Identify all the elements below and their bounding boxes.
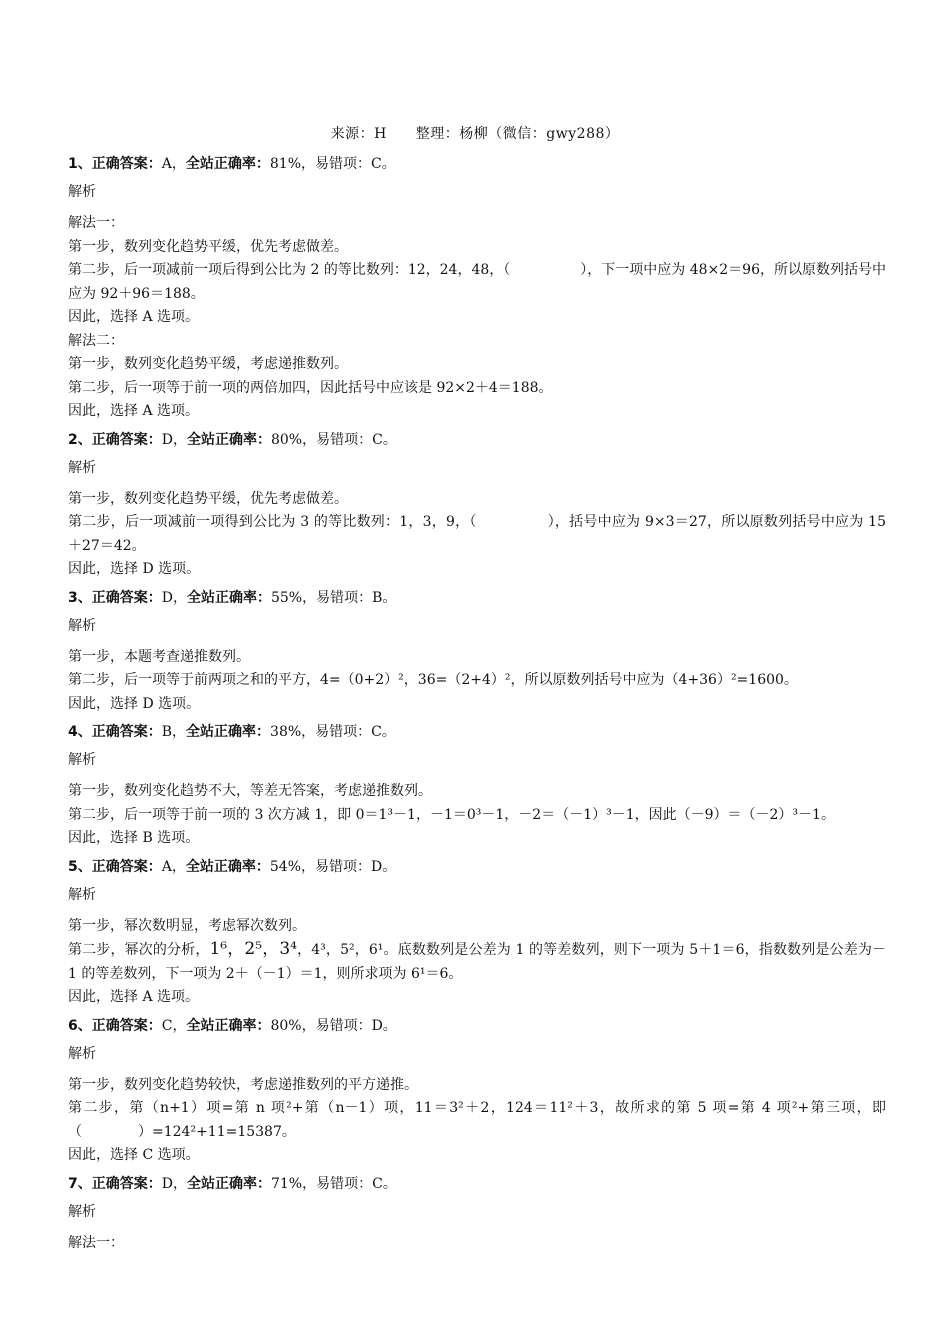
answer-value: A， [161, 156, 186, 172]
question-3 [68, 588, 886, 717]
analysis-line: 因此，选择 D 选项。 [68, 695, 201, 712]
analysis-line: 第一步，数列变化趋势平缓，优先考虑做差。 [68, 490, 348, 507]
answer-label: 、正确答案： [77, 431, 162, 448]
question-number: 6 [68, 1017, 78, 1034]
rate-label: 全站正确率： [186, 1175, 271, 1192]
question-4 [68, 722, 886, 851]
analysis-line: 第二步，后一项等于前一项的两倍加四，因此括号中应该是 92×2＋4＝188。 [68, 379, 553, 396]
rate-value: 55%，易错项：B。 [270, 589, 397, 606]
answer-value: A， [161, 858, 186, 875]
analysis-line: 解法一： [68, 215, 124, 231]
rate-label: 全站正确率： [186, 724, 271, 740]
analysis-line: 第二步，后一项等于前一项的 3 次方减 1，即 0＝1³－1，－1＝0³－1，－2＝（－1）³－1，因此（－9）＝（－2）³－1。 [68, 806, 835, 823]
analysis-line: 第二步，后一项减前一项得到公比为 3 的等比数列：1，3，9，（ ），括号中应为 9×3＝27，所以原数列括号中应为 15＋27＝42。 [68, 514, 886, 554]
question-2 [68, 430, 886, 582]
analysis-line: 解法一： [68, 1234, 124, 1251]
question-number: 5 [68, 858, 78, 875]
answers-content [68, 154, 886, 1261]
answer-header [68, 857, 886, 877]
rate-value: 71%，易错项：C。 [270, 1175, 397, 1192]
analysis-line: 第一步，数列变化趋势不大，等差无答案，考虑递推数列。 [68, 783, 432, 799]
rate-value: 54%，易错项：D。 [269, 858, 397, 875]
question-number: 1 [68, 156, 78, 172]
answer-header [68, 1174, 886, 1194]
analysis-label: 解析 [68, 1045, 96, 1062]
analysis-line: 因此，选择 A 选项。 [68, 309, 200, 325]
step-rest: ，4³，5²，6¹。底数数列是公差为 1 的等差数列，则下一项为 5＋1＝6，指数数列是公差为－1 的等差数列，下一项为 2＋（－1）＝1，则所求项为 6¹＝6。 [68, 942, 886, 982]
answer-label: 、正确答案： [77, 858, 162, 875]
question-number: 2 [68, 431, 78, 448]
analysis-line: 第一步，数列变化趋势平缓，考虑递推数列。 [68, 356, 348, 372]
answer-header [68, 1016, 886, 1036]
question-7 [68, 1174, 886, 1256]
analysis-line: 第二步，第（n+1）项=第 n 项²+第（n－1）项，11＝3²＋2，124＝11²＋3，故所求的第 5 项=第 4 项²+第三项，即（ ）=124²+11=15387。 [68, 1100, 886, 1140]
analysis-label: 解析 [68, 617, 96, 634]
analysis-label: 解析 [68, 459, 96, 476]
rate-value: 80%，易错项：D。 [270, 1017, 397, 1034]
analysis-line: 因此，选择 A 选项。 [68, 989, 200, 1005]
analysis-label: 解析 [68, 752, 96, 768]
analysis-line: 第一步，本题考查递推数列。 [68, 648, 250, 665]
power-terms: 1⁶，2⁵，3⁴ [209, 939, 297, 959]
rate-label: 全站正确率： [186, 431, 271, 448]
analysis-line: 第一步，幂次数明显，考虑幂次数列。 [68, 917, 306, 934]
answer-header [68, 430, 886, 450]
analysis-label: 解析 [68, 1203, 96, 1220]
rate-value: 38%，易错项：C。 [270, 724, 396, 740]
rate-label: 全站正确率： [185, 858, 270, 875]
analysis-line: 因此，选择 C 选项。 [68, 1147, 200, 1163]
rate-label: 全站正确率： [186, 589, 271, 606]
rate-label: 全站正确率： [185, 156, 270, 172]
analysis-label: 解析 [68, 184, 96, 200]
answer-header [68, 154, 886, 174]
analysis-label: 解析 [68, 886, 96, 903]
source-header: 来源：H 整理：杨柳（微信：gwy288） [330, 126, 620, 142]
rate-label: 全站正确率： [186, 1017, 271, 1034]
answer-value: C， [161, 1017, 187, 1034]
question-number: 3 [68, 589, 78, 606]
question-5 [68, 857, 886, 1010]
analysis-line: 第一步，数列变化趋势平缓，优先考虑做差。 [68, 238, 348, 255]
analysis-line: 第一步，数列变化趋势较快，考虑递推数列的平方递推。 [68, 1076, 418, 1093]
answer-value: D， [161, 1175, 187, 1192]
answer-header [68, 588, 886, 608]
question-6 [68, 1016, 886, 1168]
answer-value: B， [161, 724, 187, 740]
answer-label: 、正确答案： [77, 724, 162, 740]
question-number: 4 [68, 724, 78, 740]
answer-label: 、正确答案： [77, 589, 162, 606]
answer-value: D， [161, 589, 187, 606]
analysis-line: 因此，选择 A 选项。 [68, 403, 200, 419]
analysis-line: 第二步，后一项减前一项后得到公比为 2 的等比数列：12，24，48，（ ），下一项中应为 48×2＝96，所以原数列括号中应为 92＋96＝188。 [68, 262, 886, 302]
analysis-line: 第二步，后一项等于前两项之和的平方，4=（0+2）²，36=（2+4）²，所以原数列括号中应为（4+36）²=1600。 [68, 672, 798, 688]
question-number: 7 [68, 1175, 78, 1192]
step-prefix: 第二步，幂次的分析， [68, 942, 210, 958]
answer-value: D， [161, 431, 187, 448]
analysis-line: 解法二： [68, 332, 124, 349]
rate-value: 80%，易错项：C。 [270, 431, 397, 448]
analysis-line: 因此，选择 D 选项。 [68, 561, 201, 577]
answer-label: 、正确答案： [77, 1175, 162, 1192]
answer-header [68, 722, 886, 742]
analysis-line [68, 938, 886, 986]
answer-label: 、正确答案： [77, 1017, 162, 1034]
analysis-line: 因此，选择 B 选项。 [68, 830, 200, 846]
question-1 [68, 154, 886, 424]
answer-label: 、正确答案： [77, 156, 162, 172]
rate-value: 81%，易错项：C。 [269, 156, 396, 172]
